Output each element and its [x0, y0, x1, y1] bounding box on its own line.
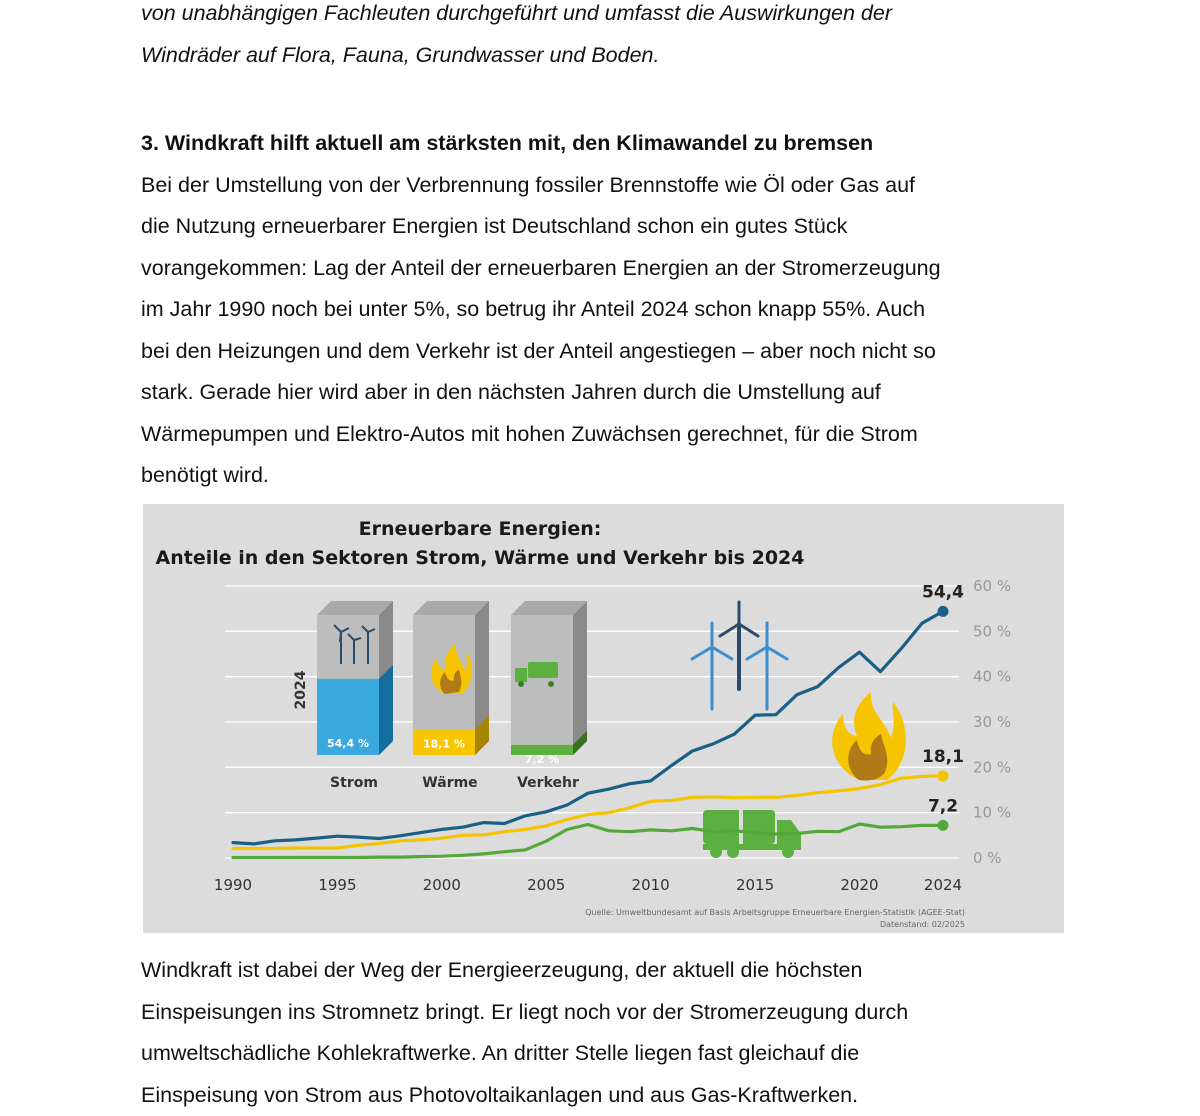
y-tick-label: 0 % — [973, 849, 1002, 867]
text-line: vorangekommen: Lag der Anteil der erneuerbaren Energien an der Stromerzeugung — [141, 255, 941, 280]
chart-data-date: Datenstand: 02/2025 — [879, 920, 965, 929]
inset-bar-value: 7,2 % — [524, 752, 560, 766]
series-end-label: 54,4 — [922, 582, 964, 603]
text-line: von unabhängigen Fachleuten durchgeführt und umfasst die Auswirkungen der — [141, 1, 893, 25]
text-line: Windräder auf Flora, Fauna, Grundwasser und Boden. — [141, 42, 660, 67]
x-tick-label: 2000 — [422, 876, 461, 894]
wind-turbine-icon — [692, 602, 787, 709]
inset-bar-value: 54,4 % — [327, 737, 369, 750]
chart-source: Quelle: Umweltbundesamt auf Basis Arbeitsgruppe Erneuerbare Energien-Statistik (AGEE-Stat) — [585, 908, 965, 917]
text-line: die Nutzung erneuerbarer Energien ist Deutschland schon ein gutes Stück — [141, 214, 848, 238]
chart-title-line2: Anteile in den Sektoren Strom, Wärme und Verkehr bis 2024 — [155, 547, 805, 569]
y-tick-label: 20 % — [973, 758, 1012, 777]
x-tick-label: 2015 — [735, 876, 775, 894]
text-line: umweltschädliche Kohlekraftwerke. An dritter Stelle liegen fast gleichauf die — [141, 1041, 860, 1065]
inset-bars-2024 — [293, 601, 587, 791]
x-tick-label: 2010 — [631, 876, 670, 894]
x-tick-label: 1990 — [213, 876, 253, 894]
text-line: Windkraft ist dabei der Weg der Energieerzeugung, der aktuell die höchsten — [141, 958, 863, 982]
chart-figure — [143, 504, 1064, 933]
text-line: Bei der Umstellung von der Verbrennung fossiler Brennstoffe wie Öl oder Gas auf — [141, 172, 916, 197]
series-end-label: 7,2 — [927, 796, 959, 817]
intro-paragraph — [141, 0, 1071, 76]
text-line: Wärmepumpen und Elektro-Autos mit hohen Zuwächsen gerechnet, für die Strom — [141, 421, 918, 446]
series-line — [233, 824, 943, 858]
y-tick-label: 50 % — [973, 622, 1012, 641]
inset-bar-value: 18,1 % — [423, 737, 465, 751]
y-axis-ticks — [973, 577, 1011, 867]
inset-bar-label: Strom — [330, 775, 378, 791]
y-tick-label: 60 % — [973, 577, 1012, 595]
text-line: Einspeisungen ins Stromnetz bringt. Er liegt noch vor der Stromerzeugung durch — [141, 999, 909, 1024]
section-heading: 3. Windkraft hilft aktuell am stärksten mit, den Klimawandel zu bremsen — [141, 131, 874, 155]
text-line: Einspeisung von Strom aus Photovoltaikanlagen und aus Gas-Kraftwerken. — [141, 1082, 859, 1107]
chart-svg — [143, 504, 1064, 933]
chart-title-line1: Erneuerbare Energien: — [358, 518, 602, 540]
series-end-point — [938, 770, 949, 781]
x-axis-ticks — [214, 876, 962, 894]
inset-truck-icon — [528, 662, 558, 678]
inset-bar — [511, 601, 587, 791]
inset-bar-label: Verkehr — [517, 775, 579, 791]
section-paragraph — [141, 123, 1071, 497]
outro-paragraph — [141, 950, 1071, 1116]
series-end-point — [938, 606, 949, 617]
y-tick-label: 40 % — [973, 667, 1012, 686]
series-end-point — [938, 820, 949, 831]
inset-bar-label: Wärme — [422, 775, 478, 791]
x-tick-label: 1995 — [318, 876, 357, 894]
inset-bar — [317, 601, 393, 791]
x-tick-label: 2024 — [923, 876, 963, 894]
inset-year-label: 2024 — [293, 670, 309, 710]
x-tick-label: 2020 — [840, 876, 879, 894]
flame-icon — [832, 692, 906, 781]
inset-bar — [413, 601, 489, 791]
text-line: im Jahr 1990 noch bei unter 5%, so betrug ihr Anteil 2024 schon knapp 55%. Auch — [141, 297, 926, 321]
text-line: stark. Gerade hier wird aber in den nächsten Jahren durch die Umstellung auf — [141, 380, 881, 404]
y-tick-label: 10 % — [973, 803, 1012, 822]
series-end-label: 18,1 — [922, 746, 964, 767]
text-line: bei den Heizungen und dem Verkehr ist der Anteil angestiegen – aber noch nicht so — [141, 338, 936, 363]
y-tick-label: 30 % — [973, 713, 1012, 731]
text-line: benötigt wird. — [141, 463, 269, 487]
x-tick-label: 2005 — [527, 876, 566, 894]
